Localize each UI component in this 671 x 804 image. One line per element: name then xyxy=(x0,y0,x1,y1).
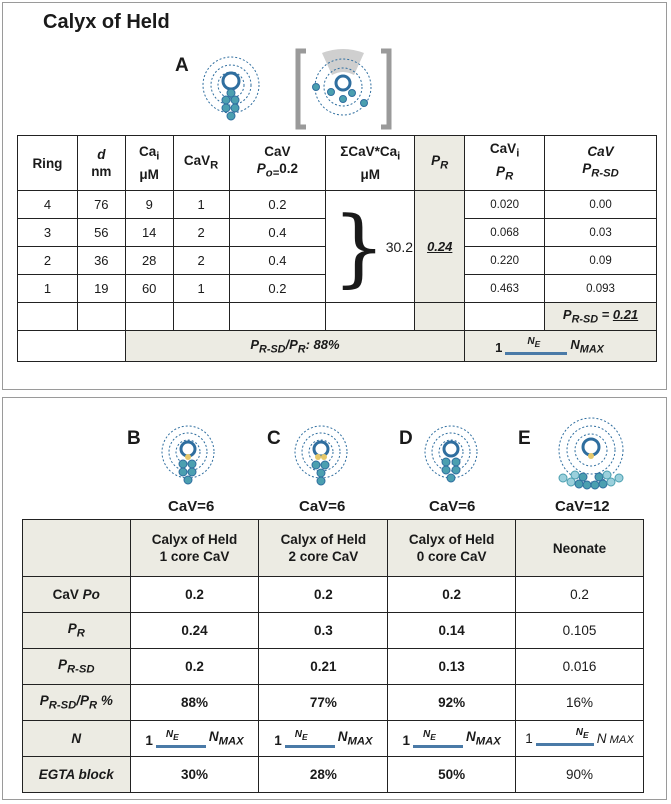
cell-value: 0.016 xyxy=(516,649,644,685)
synapse-schematic-d xyxy=(421,424,481,494)
cell-ca: 9 xyxy=(125,191,173,219)
cell-value: 0.2 xyxy=(130,649,259,685)
n-range-line: $N_E$ xyxy=(413,735,463,748)
n-range-bar: 1 $N_E$ $N_{MAX}$ xyxy=(145,728,244,748)
cell-prsd-total: $P_{R-SD} = 0.21$ xyxy=(545,303,657,331)
cell-cav: 0.4 xyxy=(229,247,326,275)
ring-table xyxy=(17,135,657,362)
n-range-line: $N_E$ xyxy=(536,733,594,746)
row-label-n: N xyxy=(23,721,131,757)
table-row xyxy=(23,757,644,793)
header-ca: $Ca_i$ μM xyxy=(125,136,173,191)
cell-value: 0.2 xyxy=(388,577,516,613)
cell-cavr: 1 xyxy=(173,191,229,219)
cell-value: 30% xyxy=(130,757,259,793)
header-col-e: Neonate xyxy=(516,520,644,577)
header-pr: $P_R$ xyxy=(415,136,465,191)
cell-cav: 0.4 xyxy=(229,219,326,247)
cell-cavi: 0.020 xyxy=(465,191,545,219)
cav-label-e: CaV=12 xyxy=(555,498,610,515)
cell-value: 0.2 xyxy=(259,577,388,613)
synapse-schematic-b xyxy=(158,424,218,494)
cell-d: 56 xyxy=(77,219,125,247)
cell-n-range xyxy=(130,721,259,757)
n-range-bar: 1 $N_E$ N MAX xyxy=(525,727,634,747)
header-cavi: CaV$_i$ $P_R$ xyxy=(465,136,545,191)
cell-cavr: 1 xyxy=(173,275,229,303)
header-empty xyxy=(23,520,131,577)
comparison-table xyxy=(22,519,644,793)
header-d: d nm xyxy=(77,136,125,191)
cell-ca: 28 xyxy=(125,247,173,275)
cav-label-c: CaV=6 xyxy=(299,498,346,515)
header-cavrsd: CaV $P_{R-SD}$ xyxy=(545,136,657,191)
figure-title: Calyx of Held xyxy=(43,11,170,33)
cell-cavi: 0.463 xyxy=(465,275,545,303)
cell-cav: 0.2 xyxy=(229,191,326,219)
row-label-egta: EGTA block xyxy=(23,757,131,793)
panel-a xyxy=(2,2,667,390)
cell-value: 0.24 xyxy=(130,613,259,649)
header-ring: Ring xyxy=(18,136,78,191)
row-label-pr: $P_R$ xyxy=(23,613,131,649)
synapse-schematic-e xyxy=(551,420,631,494)
n-range-line: $N_E$ xyxy=(505,342,567,355)
cell-value: 88% xyxy=(130,685,259,721)
n-range-bar: 1 $N_E$ $N_{MAX}$ xyxy=(402,728,501,748)
cell-rsd: 0.093 xyxy=(545,275,657,303)
cell-value: 0.3 xyxy=(259,613,388,649)
header-cav: CaV $P_{o=}0.2$ xyxy=(229,136,326,191)
header-col-b: Calyx of Held 1 core CaV xyxy=(130,520,259,577)
table-row xyxy=(23,577,644,613)
cell-value: 0.105 xyxy=(516,613,644,649)
n-range-bar: 1 $N_E$ $N_{MAX}$ xyxy=(495,336,604,356)
synapse-schematic-a2 xyxy=(296,47,391,131)
cell-n-range xyxy=(516,721,644,757)
table-row-summary xyxy=(18,331,657,362)
cell-ca: 14 xyxy=(125,219,173,247)
cell-n-range xyxy=(465,331,657,362)
header-cavr: CaV$_R$ xyxy=(173,136,229,191)
cav-label-d: CaV=6 xyxy=(429,498,476,515)
row-label-ratio: $P_{R-SD}/P_R$ % xyxy=(23,685,131,721)
cell-cavi: 0.220 xyxy=(465,247,545,275)
row-label-prsd: $P_{R-SD}$ xyxy=(23,649,131,685)
table-row xyxy=(23,721,644,757)
cell-rsd: 0.09 xyxy=(545,247,657,275)
cell-value: 77% xyxy=(259,685,388,721)
table-row xyxy=(23,685,644,721)
cell-value: 92% xyxy=(388,685,516,721)
cell-value: 0.21 xyxy=(259,649,388,685)
cell-value: 50% xyxy=(388,757,516,793)
header-col-d: Calyx of Held 0 core CaV xyxy=(388,520,516,577)
header-col-c: Calyx of Held 2 core CaV xyxy=(259,520,388,577)
synapse-schematic-c xyxy=(291,424,351,494)
cell-sum xyxy=(326,191,415,303)
table-row xyxy=(18,191,657,219)
cell-d: 19 xyxy=(77,275,125,303)
cell-cavr: 2 xyxy=(173,219,229,247)
panel-letter-d: D xyxy=(399,428,413,449)
n-range-bar: 1 $N_E$ $N_{MAX}$ xyxy=(274,728,373,748)
cell-d: 76 xyxy=(77,191,125,219)
n-range-line: $N_E$ xyxy=(156,735,206,748)
table-header-row xyxy=(23,520,644,577)
n-range-line: $N_E$ xyxy=(285,735,335,748)
table-row xyxy=(23,649,644,685)
row-label-cavpo: CaV Po xyxy=(23,577,131,613)
cell-ratio: $P_{R-SD}/P_R$: 88% xyxy=(125,331,464,362)
cell-value: 0.2 xyxy=(516,577,644,613)
cell-n-range xyxy=(259,721,388,757)
cell-ring: 2 xyxy=(18,247,78,275)
cell-cavr: 2 xyxy=(173,247,229,275)
cell-d: 36 xyxy=(77,247,125,275)
cell-value: 0.13 xyxy=(388,649,516,685)
brace-icon: } xyxy=(332,197,386,296)
cell-value: 16% xyxy=(516,685,644,721)
cav-label-b: CaV=6 xyxy=(168,498,215,515)
sum-value: 30.2 xyxy=(385,238,413,255)
panel-letter-a: A xyxy=(175,55,189,76)
cell-value: 28% xyxy=(259,757,388,793)
cell-pr: 0.24 xyxy=(415,191,465,303)
cell-ca: 60 xyxy=(125,275,173,303)
table-row xyxy=(23,613,644,649)
header-sum: $\Sigma CaV*Ca_i$ μM xyxy=(326,136,415,191)
cell-cavi: 0.068 xyxy=(465,219,545,247)
cell-value: 90% xyxy=(516,757,644,793)
synapse-schematic-a1 xyxy=(201,51,261,131)
panel-letter-c: C xyxy=(267,428,281,449)
table-row-total xyxy=(18,303,657,331)
panel-letter-b: B xyxy=(127,428,141,449)
cell-rsd: 0.03 xyxy=(545,219,657,247)
cell-ring: 3 xyxy=(18,219,78,247)
cell-value: 0.14 xyxy=(388,613,516,649)
cell-rsd: 0.00 xyxy=(545,191,657,219)
cell-ring: 1 xyxy=(18,275,78,303)
cell-cav: 0.2 xyxy=(229,275,326,303)
panel-letter-e: E xyxy=(518,428,531,449)
cell-n-range xyxy=(388,721,516,757)
cell-value: 0.2 xyxy=(130,577,259,613)
table-header-row xyxy=(18,136,657,191)
cell-ring: 4 xyxy=(18,191,78,219)
